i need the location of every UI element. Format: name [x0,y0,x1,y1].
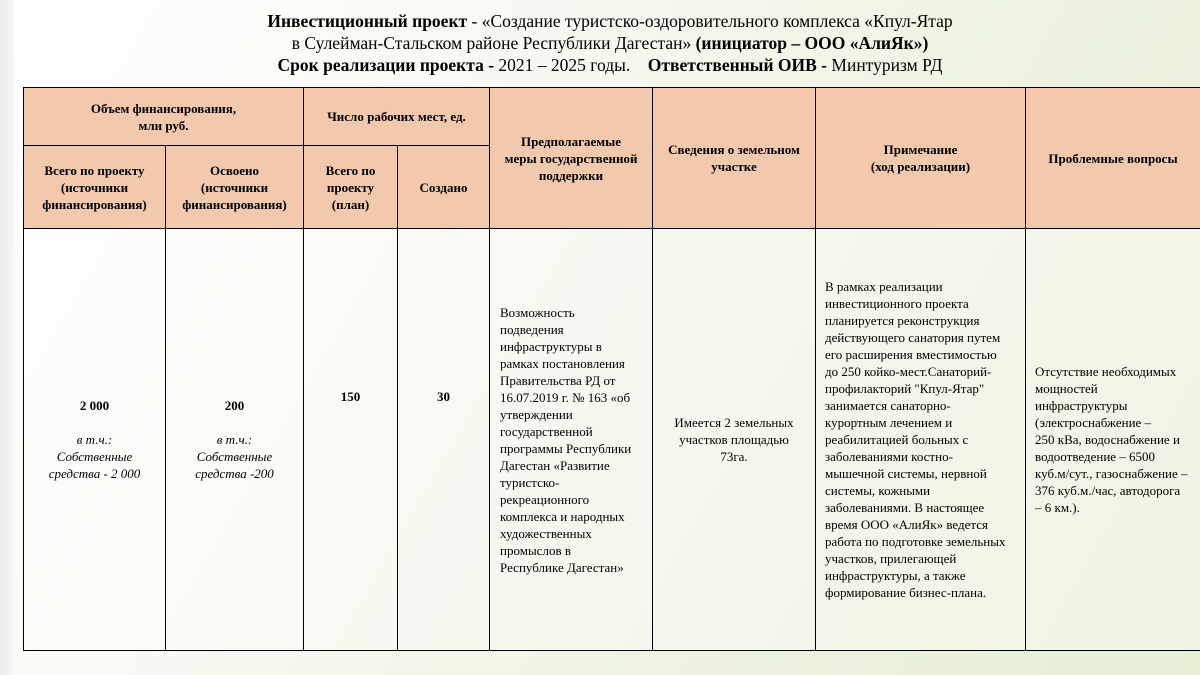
table-row [24,229,1200,651]
jobs-total-value: 150 [340,389,361,404]
project-table [23,87,1200,651]
jobs-total-cell [304,229,398,651]
issues-header: Проблемные вопросы [1026,88,1200,229]
header-row-1 [24,88,1200,146]
title-line-1 [30,10,1190,32]
jobs-total-header: Всего по проекту (план) [304,146,398,229]
note-cell [816,229,1026,651]
jobs-created-value: 30 [437,389,451,404]
title-project-location: в Сулейман-Стальском районе Республики Дагестан» [291,33,696,53]
mastered-cell [166,229,304,651]
mastered-value: 200 [224,398,245,413]
issues-cell [1026,229,1200,651]
term-label: Срок реализации проекта - [277,55,499,75]
support-header: Предполагаемые меры государственной поддержки [490,88,653,229]
land-cell [653,229,816,651]
note-text: В рамках реализации инвестиционного проекта планируется реконструкция действующего санатория путем его расширения вместимостью до 250 койко-мест.Санаторий- профилакторий "Кпул-Ятар" занимается санаторно- курортным лечением и реабилитацией больных с заболеваниями костно- мышечной системы, нервной системы, кожными заболеваниями. В настоящее время ООО «АлиЯк» ведется работа по подготовке земельных участков, прилегающей инфраструктуры, а также формирование бизнес-плана. [825,279,1006,600]
total-value: 2 000 [79,398,110,413]
jobs-created-header: Создано [398,146,490,229]
responsible-label: Ответственный ОИВ - [647,55,832,75]
mastered-header: Освоено (источники финансирования) [166,146,304,229]
jobs-group-header: Число рабочих мест, ед. [304,88,490,146]
financing-group-header: Объем финансирования, млн руб. [24,88,304,146]
left-edge-strip [0,0,14,675]
title-project-name: - «Создание туристско-оздоровительного комплекса «Кпул-Ятар [467,11,953,31]
total-sources: в т.ч.: Собственные средства - 2 000 [48,432,141,481]
note-header: Примечание (ход реализации) [816,88,1026,229]
document-title [30,10,1190,76]
title-line-2 [30,32,1190,54]
land-text: Имеется 2 земельных участков площадью 73га. [674,415,794,464]
support-cell [490,229,653,651]
title-initiator: (инициатор – ООО «АлиЯк») [695,33,929,53]
total-project-header: Всего по проекту (источники финансирования) [24,146,166,229]
support-text: Возможность подведения инфраструктуры в рамках постановления Правительства РД от 16.07.2019 г. № 163 «об утверждении государственной программы Республики Дагестан «Развитие туристско- рекреационного комплекса и народных художественных промыслов в Республике Дагестан» [500,304,632,575]
mastered-sources: в т.ч.: Собственные средства -200 [195,432,274,481]
title-project-label: Инвестиционный проект [267,11,468,31]
land-header: Сведения о земельном участке [653,88,816,229]
responsible-value: Минтуризм РД [831,55,943,75]
issues-text: Отсутствие необходимых мощностей инфраструктуры (электроснабжение – 250 кВа, водоснабжение и водоотведение – 6500 куб.м/сут., газоснабжение – 376 куб.м./час, автодорога – 6 км.). [1035,364,1188,515]
title-line-3 [30,54,1190,76]
total-cell [24,229,166,651]
term-value: 2021 – 2025 годы. [498,55,631,75]
jobs-created-cell [398,229,490,651]
